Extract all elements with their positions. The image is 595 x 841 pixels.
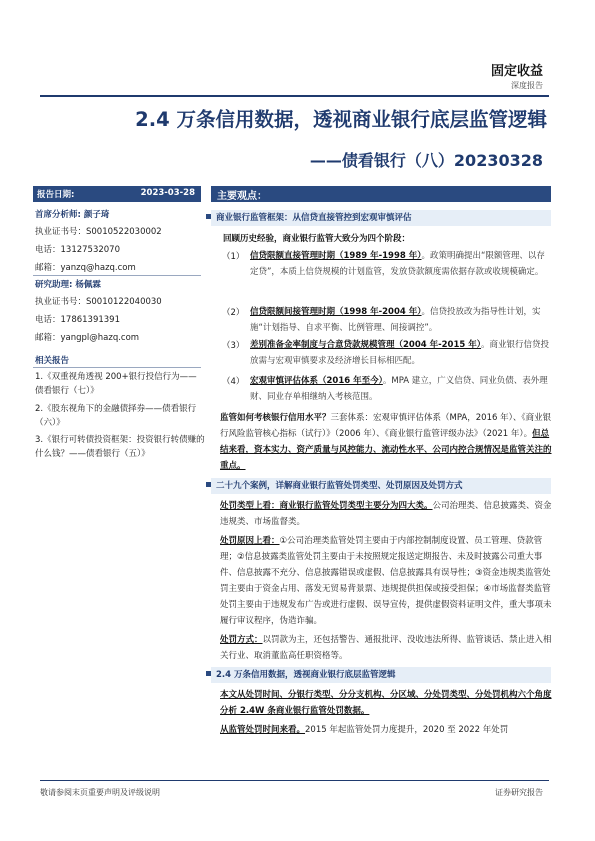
stage-1-num: （1） [222,252,245,262]
key-points-bar [211,186,551,202]
report-subtitle: ——债看银行（八）20230328 [309,151,543,170]
para-data-angles: 本文从处罚时间、分银行类型、分分支机构、分区域、分处罚类型、分处罚机构六个角度分析 2.4W 条商业银行监管处罚数据。 [220,690,552,716]
footer-divider [40,780,549,781]
header-divider [40,95,549,97]
reason-bold: 处罚原因上看： [220,536,280,546]
intro-line: 回顾历史经验，商业银行监管大致分为四个阶段： [223,234,411,244]
para2-text: 三套体系：宏观审慎评估体系（MPA，2016 年）、《商业银行风险监管核心指标（试行）》（2006 年）、《商业银行监管评级办法》（2021 年）。 [220,413,552,439]
key-points-heading: 主要观点： [217,191,267,202]
assistant-name: 杨佩霖 [75,280,101,290]
date-label: 报告日期: [37,190,75,200]
para4-text: 2015 年起监管处罚力度提升，2020 至 2022 年处罚 [305,725,509,735]
para-penalty-reason [220,533,552,629]
related-report-3[interactable]: 3.《银行可转债投资框架：投资银行转债赚的什么钱？——债看银行（五）》 [35,435,205,459]
stage-3-num: （3） [222,341,245,351]
section1-title: 商业银行监管框架：从信贷直接管控到宏观审慎评估 [216,213,412,223]
reason-text: ①公司治理类监管处罚主要由于内部控制制度设置、员工管理、贷款管理；②信息披露类监管处罚主要由于未按照规定报送定期报告、未及时披露公司重大事件、信息披露不充分、信息披露错误或虚假、信息披露具有误导性；③资金违规类监管处罚主要由于资金占用、落发无贸易背景票、违规提供担保或接受担保；④市场监督类监管处罚主要由于违规发布广告或进行虚假、误导宣传，提供虚假资料证明文件，重大事项未履行审议程序，伪造诈骗。 [220,536,552,626]
section2-heading [206,478,544,494]
bullet-square-icon [206,214,211,219]
analyst-phone: 电话：13127532070 [35,245,120,255]
analyst-name: 颜子琦 [83,210,110,220]
related-report-1[interactable]: 1.《双重视角透视 200+银行投信行为——债看银行（七）》 [35,372,197,396]
assistant-role: 研究助理: [35,280,73,290]
stage-2-body: 。信贷投放改为指导性计划，实施“计划指导、自求平衡、比例管理、间接调控”。 [250,307,541,333]
stage-2-num: （2） [222,308,245,318]
stage-1-text [250,248,550,280]
analyst-cert: 执业证书号：S0010522030002 [35,227,162,237]
method-text: 以罚款为主，还包括警告、通报批评、没收违法所得、监管谈话、禁止进入相关行业、取消董监高任职资格等。 [220,635,552,661]
stage-2-text [250,304,550,336]
related-report-2[interactable]: 2.《股东视角下的金融债择券——债看银行（六）》 [35,404,197,428]
para2-bold: 监管如何考核银行信用水平？ [220,413,331,423]
section1-heading [206,210,544,226]
method-bold: 处罚方式： [220,635,263,645]
analyst-role: 首席分析师: [35,210,81,220]
section3-heading [206,667,544,683]
stage-4-num: （4） [222,377,245,387]
assistant-email[interactable]: 邮箱：yangpl@hazq.com [35,333,140,343]
type-bold: 处罚类型上看：商业银行监管处罚类型主要分为四大类。 [220,501,433,511]
stage-3-bold: 差别准备金率制度与合意贷款规模管理（2004 年-2015 年） [250,340,482,350]
para-penalty-type [220,498,552,530]
stage-2-bold: 信贷限额间接管理时期（1998 年-2004 年） [250,307,422,317]
stage-4-body: 。MPA 建立，广义信贷、同业负债、表外理财、同业存单相继纳入考核范围。 [250,376,548,402]
para4-bold: 从监管处罚时间来看。 [220,725,306,735]
footer-disclaimer: 敬请参阅末页重要声明及评级说明 [40,788,160,797]
stage-1-bold: 信贷限额直接管理时期（1989 年-1998 年） [250,251,422,261]
bullet-square-icon [206,482,211,487]
report-title: 2.4 万条信用数据，透视商业银行底层监管逻辑 [135,108,547,131]
report-type: 深度报告 [511,81,543,90]
section3-title: 2.4 万条信用数据，透视商业银行底层监管逻辑 [216,670,396,680]
assistant-phone: 电话：17861391391 [35,315,120,325]
stage-4-text [250,373,550,405]
assistant-role-line [35,278,101,290]
related-divider [33,367,201,368]
report-category: 固定收益 [490,64,543,79]
para-penalty-method [220,632,552,664]
bullet-square-icon [206,671,211,676]
date-value: 2023-03-28 [140,188,195,198]
stage-3-text [250,337,550,369]
stage-4-bold: 宏观审慎评估体系（2016 年至今） [250,376,383,386]
para-credit-assessment [220,410,552,474]
para-penalty-time [220,722,552,738]
analyst-email[interactable]: 邮箱：yanzq@hazq.com [35,263,136,273]
date-bar [33,186,201,202]
stage-1-body: 。政策明确提出“限额管理、以存定贷”，本质上信贷规模的计划监管，发放贷款额度需依据存款或收规模确定。 [250,251,545,277]
para2-tail: 但总结来看，资本实力、资产质量与风控能力、流动性水平、公司内控合规情况是监管关注的重点。 [220,429,552,471]
assistant-cert: 执业证书号：S0010122040030 [35,297,162,307]
related-reports-title: 相关报告 [35,356,70,366]
left-divider [33,275,201,276]
analyst-role-line [35,208,109,220]
stage-3-body: 。商业银行信贷投放需与宏观审慎要求及经济增长目标相匹配。 [250,340,550,366]
section2-title: 二十九个案例，详解商业银行监管处罚类型、处罚原因及处罚方式 [216,481,463,491]
footer-label: 证券研究报告 [495,788,543,797]
type-text: 公司治理类、信息披露类、资金违规类、市场监督类。 [220,501,552,527]
